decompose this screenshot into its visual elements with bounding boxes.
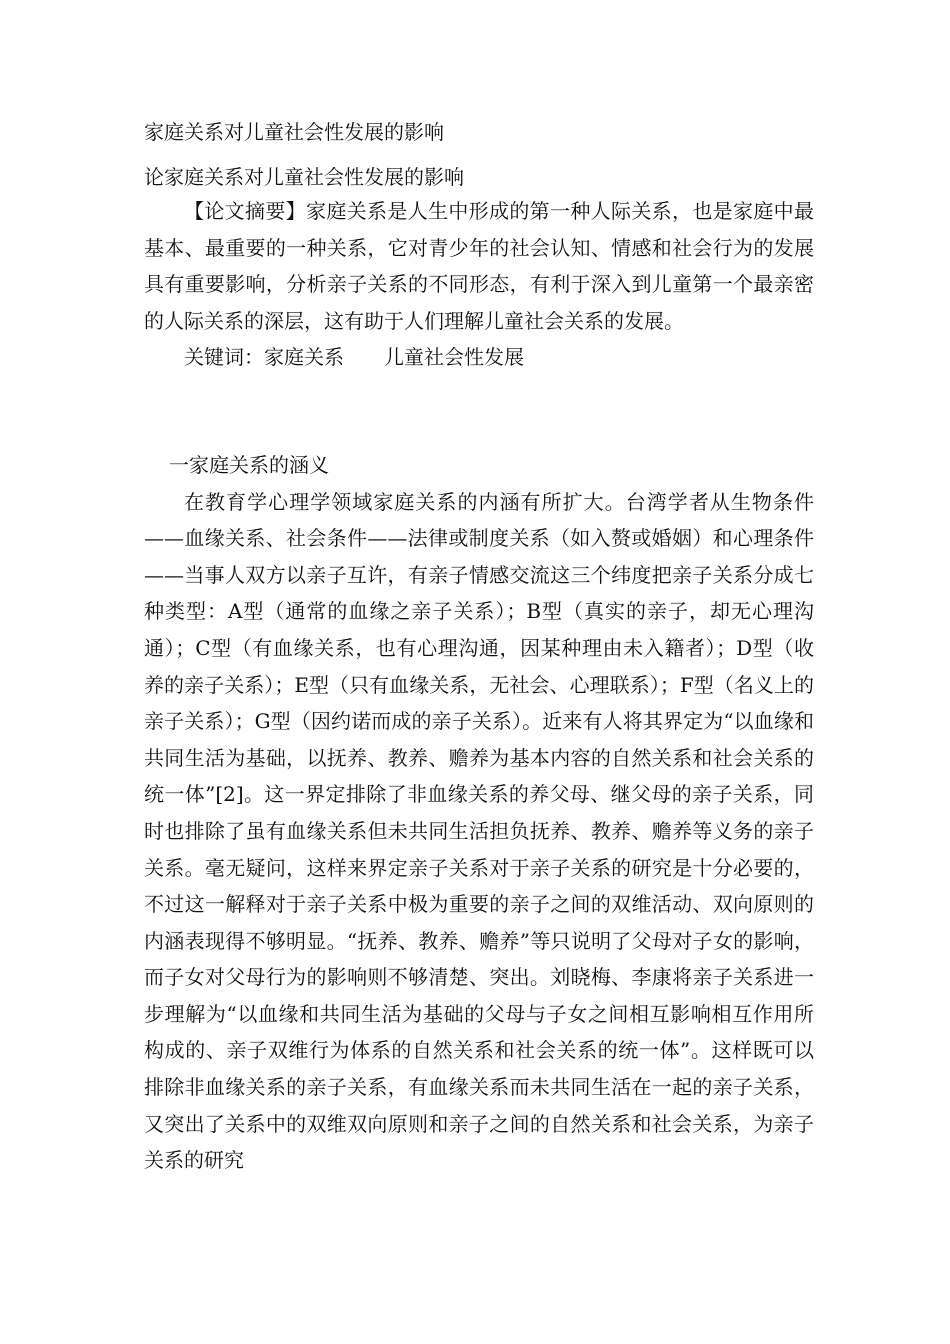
abstract-paragraph: 【论文摘要】家庭关系是人生中形成的第一种人际关系，也是家庭中最基本、最重要的一种关系，它对青少年的社会认知、情感和社会行为的发展具有重要影响，分析亲子关系的不同形态，有利于深入到儿童第一个最亲密的人际关系的深层，这有助于人们理解儿童社会关系的发展。 — [144, 199, 814, 333]
document-title: 家庭关系对儿童社会性发展的影响 — [144, 120, 444, 144]
keywords-line: 关键词：家庭关系 儿童社会性发展 — [184, 345, 524, 370]
section-heading: 一家庭关系的涵义 — [169, 452, 329, 477]
section-body-paragraph: 在教育学心理学领域家庭关系的内涵有所扩大。台湾学者从生物条件——血缘关系、社会条件——法律或制度关系（如入赘或婚姻）和心理条件——当事人双方以亲子互许，有亲子情感交流这三个纬度把亲子关系分成七种类型：A型（通常的血缘之亲子关系）；B型（真实的亲子，却无心理沟通）；C型（有血缘关系，也有心理沟通，因某种理由未入籍者）；D型（收养的亲子关系）；E型（只有血缘关系，无社会、心理联系）；F型（名义上的亲子关系）；G型（因约诺而成的亲子关系）。近来有人将其界定为“以血缘和共同生活为基础，以抚养、教养、赡养为基本内容的自然关系和社会关系的统一体”[2]。这一界定排除了非血缘关系的养父母、继父母的亲子关系，同时也排除了虽有血缘关系但未共同生活担负抚养、教养、赡养等义务的亲子关系。毫无疑问，这样来界定亲子关系对于亲子关系的研究是十分必要的，不过这一解释对于亲子关系中极为重要的亲子之间的双维活动、双向原则的内涵表现得不够明显。“抚养、教养、赡养”等只说明了父母对子女的影响，而子女对父母行为的影响则不够清楚、突出。刘晓梅、李康将亲子关系进一步理解为“以血缘和共同生活为基础的父母与子女之间相互影响相互作用所构成的、亲子双维行为体系的自然关系和社会关系的统一体”。这样既可以排除非血缘关系的亲子关系，有血缘关系而未共同生活在一起的亲子关系，又突出了关系中的双维双向原则和亲子之间的自然关系和社会关系，为亲子关系的研究 — [144, 489, 814, 1173]
paper-title: 论家庭关系对儿童社会性发展的影响 — [144, 165, 464, 189]
document-page — [144, 112, 814, 1179]
